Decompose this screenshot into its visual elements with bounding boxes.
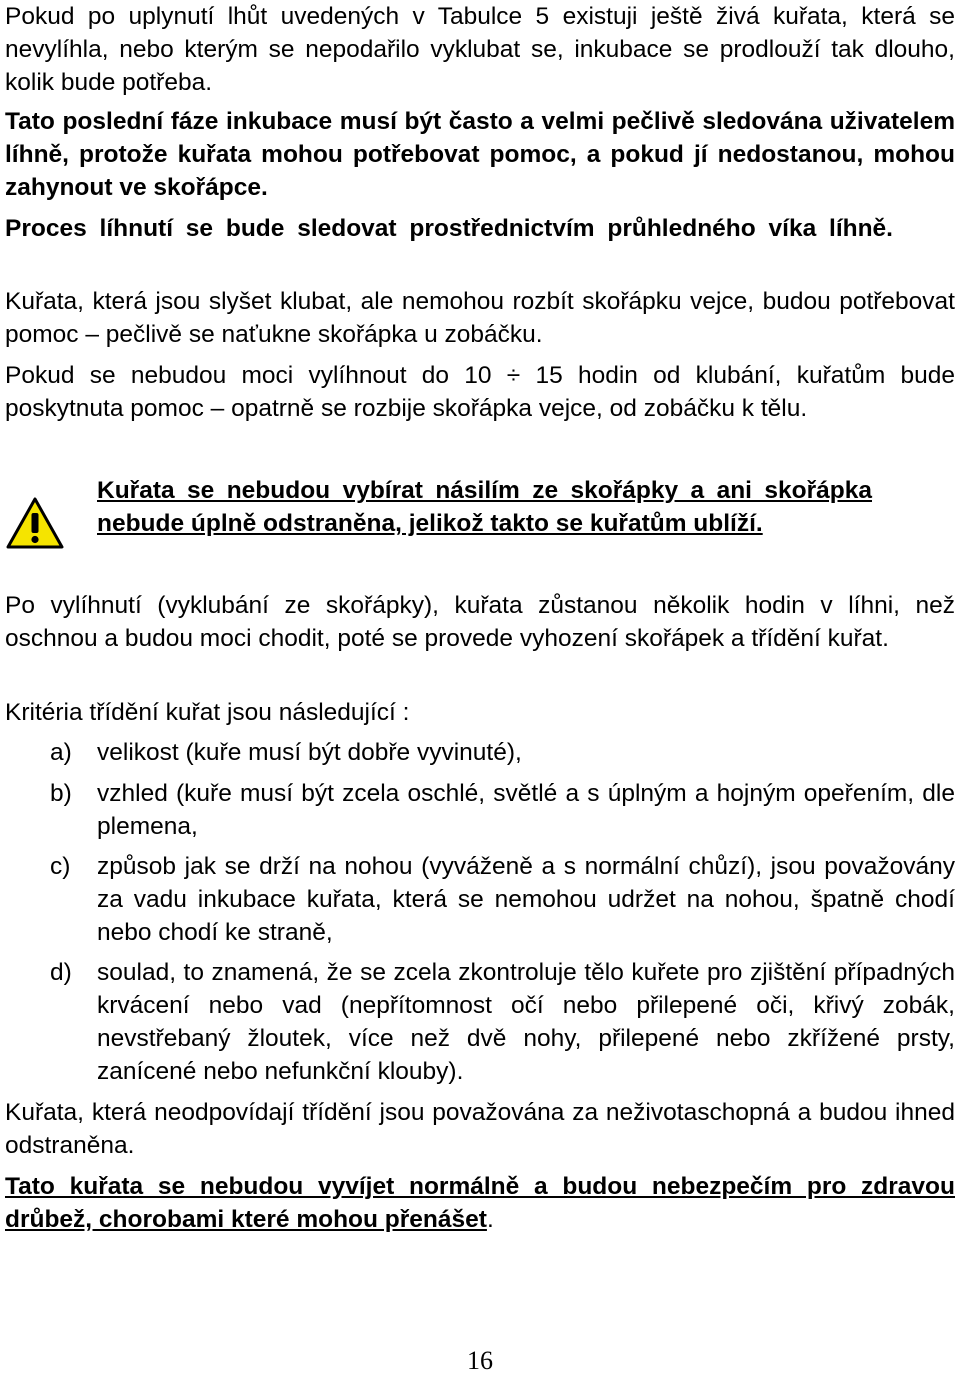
paragraph-prolonged-incubation: Pokud po uplynutí lhůt uvedených v Tabulce 5 existuji ještě živá kuřata, která se nevylíhla, nebo kterým se nepodařilo vyklubat se, inkubace se prodlouží tak dlouho, kolik bude potřeba. — [5, 3, 955, 96]
criteria-text: vzhled (kuře musí být zcela oschlé, světlé a s úplným a hojným opeřením, dle plemena, — [97, 780, 955, 840]
paragraph-transparent-lid: Proces líhnutí se bude sledovat prostřednictvím průhledného víka líhně. — [5, 215, 893, 242]
criteria-label: b) — [50, 780, 72, 807]
criteria-label: a) — [50, 739, 72, 766]
danger-warning-text: Tato kuřata se nebudou vyvíjet normálně a budou nebezpečím pro zdravou drůbež, chorobami které mohou přenášet — [5, 1173, 955, 1233]
criteria-label: d) — [50, 959, 72, 986]
paragraph-removal: Kuřata, která neodpovídají třídění jsou považována za neživotaschopná a budou ihned odstraněna. — [5, 1099, 955, 1159]
danger-warning-period: . — [486, 1206, 494, 1233]
paragraph-after-hatching: Po vylíhnutí (vyklubání ze skořápky), kuřata zůstanou několik hodin v líhni, než oschnou a budou moci chodit, poté se provede vyhození skořápek a třídění kuřat. — [5, 592, 955, 652]
paragraph-hatching-deadline: Pokud se nebudou moci vylíhnout do 10 ÷ 15 hodin od klubání, kuřatům bude poskytnuta pomoc – opatrně se rozbije skořápka vejce, od zobáčku k tělu. — [5, 362, 955, 422]
warning-triangle-icon — [5, 496, 65, 550]
page-number: 16 — [467, 1346, 493, 1375]
criteria-text: soulad, to znamená, že se zcela zkontroluje tělo kuřete pro zjištění případných krvácení nebo vad (nepřítomnost očí nebo přilepené oči, křivý zobák, nevstřebaný žloutek, více než dvě nohy, přilepené nebo zkřížené prsty, zanícené nebo nefunkční klouby). — [97, 959, 955, 1085]
criteria-text: velikost (kuře musí být dobře vyvinuté), — [97, 739, 522, 766]
paragraph-monitoring: Tato poslední fáze inkubace musí být často a velmi pečlivě sledována uživatelem líhně, protože kuřata mohou potřebovat pomoc, a pokud jí nedostanou, mohou zahynout ve skořápce. — [5, 108, 955, 201]
paragraph-danger-warning — [5, 1170, 955, 1236]
criteria-text: způsob jak se drží na nohou (vyváženě a s normální chůzí), jsou považovány za vadu inkubace kuřata, která se nemohou udržet na nohou, špatně chodí nebo chodí ke straně, — [97, 853, 955, 946]
criteria-label: c) — [50, 853, 71, 880]
paragraph-criteria-intro: Kritéria třídění kuřat jsou následující : — [5, 699, 410, 726]
warning-text: Kuřata se nebudou vybírat násilím ze skořápky a ani skořápka nebude úplně odstraněna, jelikož takto se kuřatům ublíží. — [97, 477, 872, 537]
paragraph-pecking-help: Kuřata, která jsou slyšet klubat, ale nemohou rozbít skořápku vejce, budou potřebovat pomoc – pečlivě se naťukne skořápka u zobáčku. — [5, 288, 955, 348]
